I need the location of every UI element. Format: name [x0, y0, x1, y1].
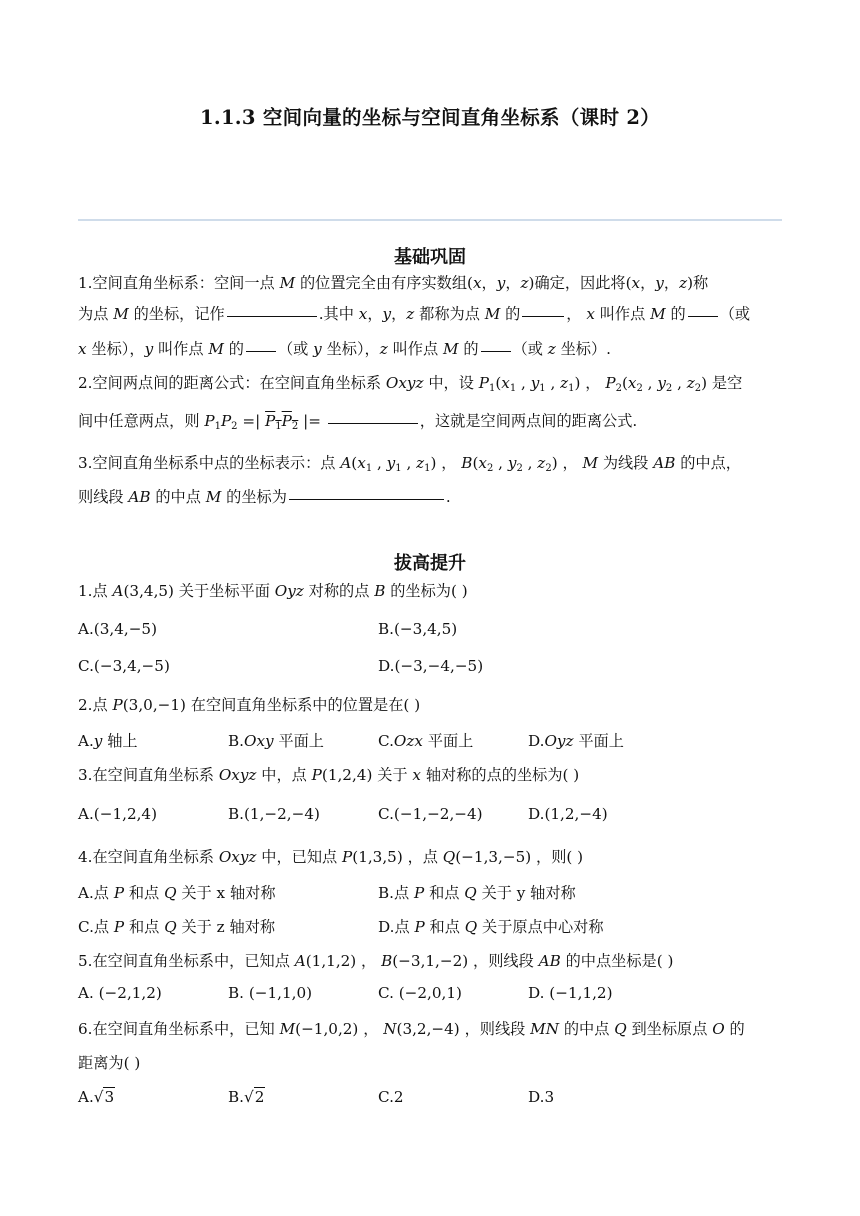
- adv-q3-option-b[interactable]: B.(1,−2,−4): [228, 805, 320, 823]
- answer-blank: [328, 422, 418, 424]
- adv-q5-option-c[interactable]: C. (−2,0,1): [378, 984, 462, 1002]
- sqrt-symbol: √2: [244, 1088, 265, 1106]
- adv-q1-option-c[interactable]: C.(−3,4,−5): [78, 657, 170, 675]
- adv-q5-stem: 5.在空间直角坐标系中，已知点 A(1,1,2) ， B(−3,1,−2) ，则线段 AB 的中点坐标是( ): [78, 952, 674, 970]
- adv-q4-option-c[interactable]: C.点 P 和点 Q 关于 z 轴对称: [78, 918, 276, 936]
- adv-q2-option-a[interactable]: A.y 轴上: [78, 732, 138, 750]
- adv-q6-stem-line2: 距离为( ): [78, 1054, 141, 1072]
- adv-q1-option-b[interactable]: B.(−3,4,5): [378, 620, 458, 638]
- answer-blank: [289, 498, 444, 500]
- adv-q3-option-c[interactable]: C.(−1,−2,−4): [378, 805, 483, 823]
- adv-q6-stem-line1: 6.在空间直角坐标系中，已知 M(−1,0,2) ， N(3,2,−4) ，则线段 MN 的中点 Q 到坐标原点 O 的: [78, 1020, 745, 1038]
- section-heading-advanced: 拔高提升: [394, 553, 466, 574]
- answer-blank: [481, 350, 511, 352]
- adv-q4-stem: 4.在空间直角坐标系 Oxyz 中，已知点 P(1,3,5) ，点 Q(−1,3,−5) ，则( ): [78, 848, 584, 866]
- answer-blank: [522, 315, 564, 317]
- adv-q3-option-a[interactable]: A.(−1,2,4): [78, 805, 158, 823]
- basic-q2-line2: 间中任意两点，则 $P_1P_2$ =| $P_1P_2$ |= ，这就是空间两点间的距离公式.: [78, 412, 638, 432]
- adv-q3-option-d[interactable]: D.(1,2,−4): [528, 805, 608, 823]
- adv-q2-option-c[interactable]: C.Ozx 平面上: [378, 732, 474, 750]
- header-divider: [78, 219, 782, 221]
- adv-q1-option-d[interactable]: D.(−3,−4,−5): [378, 657, 484, 675]
- basic-q3-line2: 则线段 AB 的中点 M 的坐标为 .: [78, 488, 451, 506]
- basic-q1-line1: 1.空间直角坐标系：空间一点 M 的位置完全由有序实数组(x，y，z)确定，因此将(x，y，z)称: [78, 274, 709, 292]
- adv-q6-option-c[interactable]: C.2: [378, 1088, 404, 1106]
- adv-q6-option-a[interactable]: A.√3: [78, 1088, 115, 1106]
- adv-q5-option-d[interactable]: D. (−1,1,2): [528, 984, 613, 1002]
- adv-q3-stem: 3.在空间直角坐标系 Oxyz 中，点 P(1,2,4) 关于 x 轴对称的点的坐标为( ): [78, 766, 580, 784]
- answer-blank: [227, 315, 317, 317]
- basic-q1-line2: 为点 M 的坐标，记作 .其中 x，y，z 都称为点 M 的 ， x 叫作点 M 的 （或: [78, 305, 751, 323]
- adv-q4-option-b[interactable]: B.点 P 和点 Q 关于 y 轴对称: [378, 884, 576, 902]
- adv-q1-option-a[interactable]: A.(3,4,−5): [78, 620, 158, 638]
- adv-q4-option-d[interactable]: D.点 P 和点 Q 关于原点中心对称: [378, 918, 604, 936]
- adv-q2-stem: 2.点 P(3,0,−1) 在空间直角坐标系中的位置是在( ): [78, 696, 421, 714]
- adv-q6-option-d[interactable]: D.3: [528, 1088, 555, 1106]
- sqrt-symbol: √3: [93, 1088, 115, 1106]
- answer-blank: [246, 350, 276, 352]
- adv-q6-option-b[interactable]: B.√2: [228, 1088, 265, 1106]
- adv-q4-option-a[interactable]: A.点 P 和点 Q 关于 x 轴对称: [78, 884, 276, 902]
- adv-q1-stem: 1.点 A(3,4,5) 关于坐标平面 Oyz 对称的点 B 的坐标为( ): [78, 582, 468, 600]
- answer-blank: [688, 315, 718, 317]
- basic-q3-line1: 3.空间直角坐标系中点的坐标表示：点 $A(x_1$ , $y_1$ , $z_1$) ， $B(x_2$ , $y_2$ , $z_2$) ， M 为线段 AB 的中点，: [78, 454, 741, 474]
- adv-q5-option-a[interactable]: A. (−2,1,2): [78, 984, 162, 1002]
- section-heading-basic: 基础巩固: [394, 247, 466, 268]
- basic-q1-line3: x 坐标），y 叫作点 M 的 （或 y 坐标），z 叫作点 M 的 （或 z 坐标）.: [78, 340, 611, 358]
- page-title: 1.1.3 空间向量的坐标与空间直角坐标系（课时 2）: [199, 106, 661, 129]
- adv-q5-option-b[interactable]: B. (−1,1,0): [228, 984, 313, 1002]
- adv-q2-option-b[interactable]: B.Oxy 平面上: [228, 732, 324, 750]
- adv-q2-option-d[interactable]: D.Oyz 平面上: [528, 732, 624, 750]
- basic-q2-line1: 2.空间两点间的距离公式：在空间直角坐标系 Oxyz 中，设 $P_1(x_1$ , $y_1$ , $z_1$) ， $P_2(x_2$ , $y_2$ , $z_2$) 是空: [78, 374, 743, 394]
